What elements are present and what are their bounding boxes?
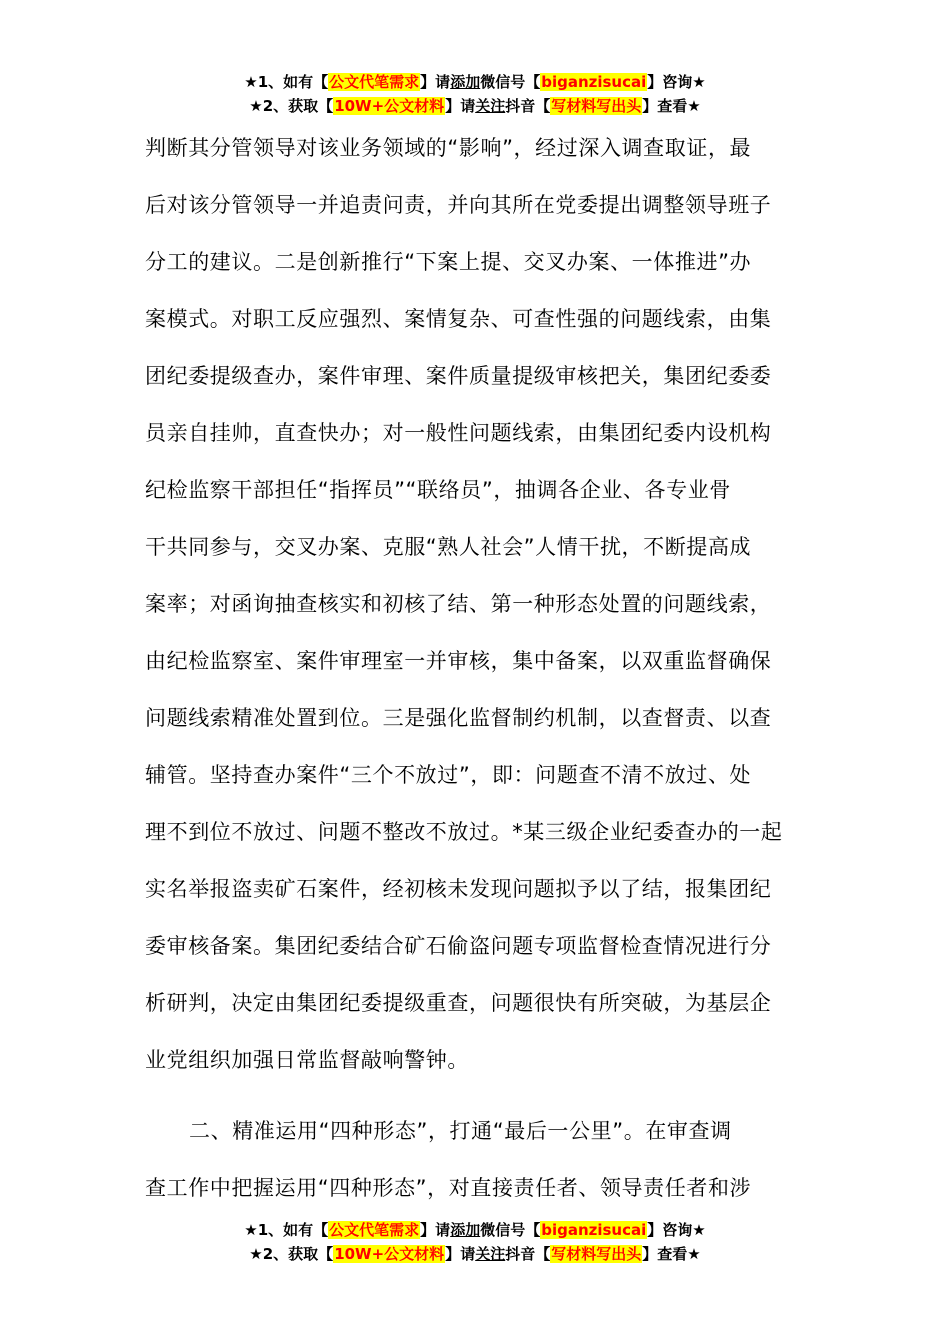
banner-line-1: ★1、如有【公文代笔需求】请添加微信号【biganzisucai】咨询★ <box>244 1221 706 1239</box>
text-line: 查工作中把握运用“四种形态”，对直接责任者、领导责任者和涉 <box>145 1176 752 1200</box>
highlight-service: 公文代笔需求 <box>329 73 420 91</box>
highlight-wechat-id: biganzisucai <box>541 1221 647 1239</box>
highlight-service: 公文代笔需求 <box>329 1221 420 1239</box>
text-line: 实名举报盗卖矿石案件，经初核未发现问题拟予以了结，报集团纪 <box>145 877 772 901</box>
text-line: 判断其分管领导对该业务领域的“影响”，经过深入调查取证，最 <box>145 136 752 160</box>
text-line: 析研判，决定由集团纪委提级重查，问题很快有所突破，为基层企 <box>145 991 772 1015</box>
text-line: 辅管。坚持查办案件“三个不放过”，即：问题查不清不放过、处 <box>145 763 752 787</box>
footer-banner <box>0 1218 950 1266</box>
text-line: 问题线索精准处置到位。三是强化监督制约机制，以查督责、以查 <box>145 706 772 730</box>
paragraph-1 <box>145 120 810 1089</box>
highlight-douyin-account: 写材料写出头 <box>551 1245 642 1263</box>
banner-line-2: ★2、获取【10W+公文材料】请关注抖音【写材料写出头】查看★ <box>249 1245 701 1263</box>
banner-line-2: ★2、获取【10W+公文材料】请关注抖音【写材料写出头】查看★ <box>249 97 701 115</box>
highlight-materials: 10W+公文材料 <box>334 1245 445 1263</box>
text-line: 员亲自挂帅，直查快办；对一般性问题线索，由集团纪委内设机构 <box>145 421 772 445</box>
paragraph-gap <box>145 1089 810 1103</box>
text-line: 理不到位不放过、问题不整改不放过。*某三级企业纪委查办的一起 <box>145 820 783 844</box>
highlight-wechat-id: biganzisucai <box>541 73 647 91</box>
text-line: 由纪检监察室、案件审理室一并审核，集中备案，以双重监督确保 <box>145 649 772 673</box>
text-line: 后对该分管领导一并追责问责，并向其所在党委提出调整领导班子 <box>145 193 772 217</box>
text-line: 团纪委提级查办，案件审理、案件质量提级审核把关，集团纪委委 <box>145 364 772 388</box>
paragraph-2 <box>145 1103 810 1217</box>
text-line: 案率；对函询抽查核实和初核了结、第一种形态处置的问题线索， <box>145 592 772 616</box>
text-line: 干共同参与，交叉办案、克服“熟人社会”人情干扰，不断提高成 <box>145 535 752 559</box>
header-banner <box>0 70 950 118</box>
text-line: 纪检监察干部担任“指挥员”“联络员”，抽调各企业、各专业骨 <box>145 478 731 502</box>
highlight-materials: 10W+公文材料 <box>334 97 445 115</box>
banner-line-1: ★1、如有【公文代笔需求】请添加微信号【biganzisucai】咨询★ <box>244 73 706 91</box>
text-line: 案模式。对职工反应强烈、案情复杂、可查性强的问题线索，由集 <box>145 307 772 331</box>
highlight-douyin-account: 写材料写出头 <box>551 97 642 115</box>
text-line: 分工的建议。二是创新推行“下案上提、交叉办案、一体推进”办 <box>145 250 752 274</box>
text-line: 业党组织加强日常监督敲响警钟。 <box>145 1048 469 1072</box>
text-line: 委审核备案。集团纪委结合矿石偷盗问题专项监督检查情况进行分 <box>145 934 772 958</box>
text-line: 二、精准运用“四种形态”，打通“最后一公里”。在审查调 <box>189 1119 732 1143</box>
document-body <box>145 120 810 1217</box>
